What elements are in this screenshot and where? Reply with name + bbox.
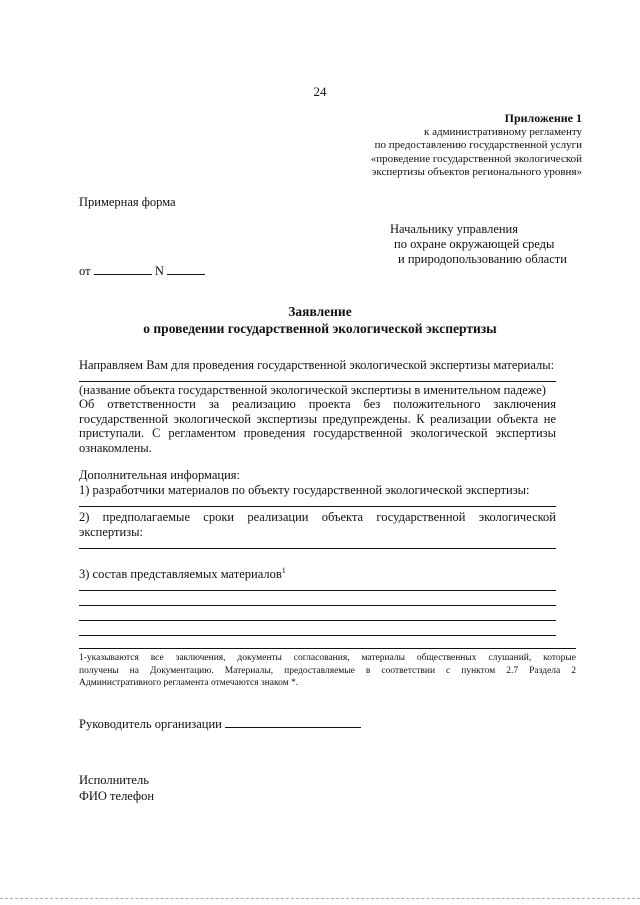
footnote-line: Административного регламента отмечаются знаком *. [79,678,299,688]
appendix-line: экспертизы объектов регионального уровня» [371,166,582,178]
scan-edge [0,898,640,899]
addressee-line: и природопользованию области [398,252,567,266]
executor-block [79,772,154,804]
addressee-line: по охране окружающей среды [394,237,555,251]
footnote-divider [79,648,576,649]
page-number: 24 [313,84,327,99]
appendix-line: к административному регламенту [424,125,582,138]
item-developers: 1) разработчики материалов по объекту государственной экологической экспертизы: [79,483,530,497]
appendix-line: «проведение государственной экологической [370,152,582,165]
item-deadlines [79,510,556,539]
paragraph-line: Об ответственности за реализацию проекта без положительного заключения [79,397,556,411]
date-blank[interactable] [94,263,152,275]
appendix-header [371,112,582,180]
title-line: о проведении государственной экологической экспертизы [143,321,497,336]
sample-form-label: Примерная форма [79,195,176,209]
paragraph-line: государственной экологической экспертизы предупреждены. К реализации объекта не [79,411,556,426]
item-line: 2) предполагаемые сроки реализации объекта государственной экологической [79,510,556,524]
from-label: от [79,264,91,278]
title-line: Заявление [288,304,352,319]
appendix-title: Приложение 1 [504,111,582,125]
additional-info-label: Дополнительная информация: [79,468,240,482]
footnote-line: получены на Документацию. Материалы, предоставляемые в соответствии с пунктом 2.7 Раздела 2 [79,665,576,676]
deadlines-blank[interactable] [79,548,556,549]
document-title [0,303,640,337]
materials-blank-1[interactable] [79,590,556,591]
addressee-block [390,222,567,267]
footnote-line: 1-указываются все заключения, документы согласования, материалы общественных слушаний, которые [79,653,576,663]
addressee-line: Начальнику управления [390,222,518,236]
signature-blank[interactable] [225,716,361,728]
item-line: экспертизы: [79,524,143,539]
footnote-marker: 1 [281,565,286,575]
executor-contacts: ФИО телефон [79,789,155,803]
materials-blank-2[interactable] [79,605,556,606]
number-blank[interactable] [167,263,205,275]
item-materials-label: 3) состав представляемых материалов [79,567,282,581]
materials-blank-4[interactable] [79,635,556,636]
developers-blank[interactable] [79,506,556,507]
appendix-line: по предоставлению государственной услуги [374,139,582,151]
signature-line [79,716,361,732]
object-caption: (название объекта государственной экологической экспертизы в именительном падеже) [79,383,546,397]
executor-label: Исполнитель [79,773,149,787]
number-label: N [154,264,164,278]
signature-label: Руководитель организации [79,717,222,731]
paragraph-line: приступали. С регламентом проведения государственной экологической экспертизы [79,426,556,440]
date-number-line [79,263,205,279]
responsibility-paragraph [79,397,556,455]
intro-text: Направляем Вам для проведения государственной экологической экспертизы материалы: [79,358,555,372]
item-materials [79,567,556,582]
object-name-blank[interactable] [79,381,556,382]
materials-blank-3[interactable] [79,620,556,621]
paragraph-line: ознакомлены. [79,440,152,455]
footnote [79,652,576,690]
